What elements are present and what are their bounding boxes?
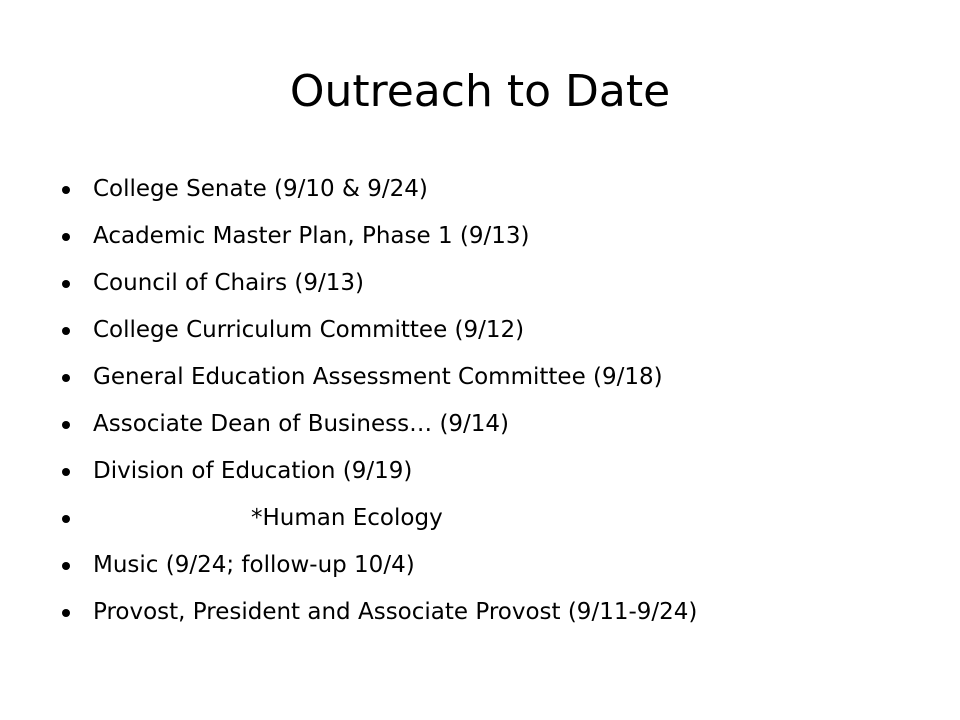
bullet-text: Provost, President and Associate Provost (9/11-9/24) (93, 599, 698, 625)
bullet-dot-icon (62, 609, 70, 617)
bullet-item (62, 307, 942, 354)
slide-title: Outreach to Date (289, 66, 671, 117)
bullet-item (62, 589, 942, 636)
bullet-dot-icon (62, 515, 70, 523)
bullet-item (62, 495, 942, 542)
bullet-text: College Senate (9/10 & 9/24) (93, 176, 428, 202)
bullet-item (62, 401, 942, 448)
bullet-dot-icon (62, 280, 70, 288)
bullet-dot-icon (62, 562, 70, 570)
bullet-list (62, 166, 942, 636)
bullet-dot-icon (62, 186, 70, 194)
bullet-item (62, 354, 942, 401)
bullet-text: Music (9/24; follow-up 10/4) (93, 552, 415, 578)
bullet-dot-icon (62, 374, 70, 382)
bullet-text: Council of Chairs (9/13) (93, 270, 364, 296)
bullet-item (62, 448, 942, 495)
bullet-dot-icon (62, 468, 70, 476)
bullet-dot-icon (62, 421, 70, 429)
bullet-item (62, 213, 942, 260)
bullet-item (62, 166, 942, 213)
bullet-text: *Human Ecology (251, 505, 443, 531)
bullet-text: College Curriculum Committee (9/12) (93, 317, 525, 343)
bullet-item (62, 542, 942, 589)
bullet-dot-icon (62, 327, 70, 335)
bullet-text: Academic Master Plan, Phase 1 (9/13) (93, 223, 530, 249)
bullet-text: Division of Education (9/19) (93, 458, 413, 484)
bullet-dot-icon (62, 233, 70, 241)
bullet-text: General Education Assessment Committee (9/18) (93, 364, 663, 390)
bullet-text: Associate Dean of Business… (9/14) (93, 411, 510, 437)
bullet-item (62, 260, 942, 307)
